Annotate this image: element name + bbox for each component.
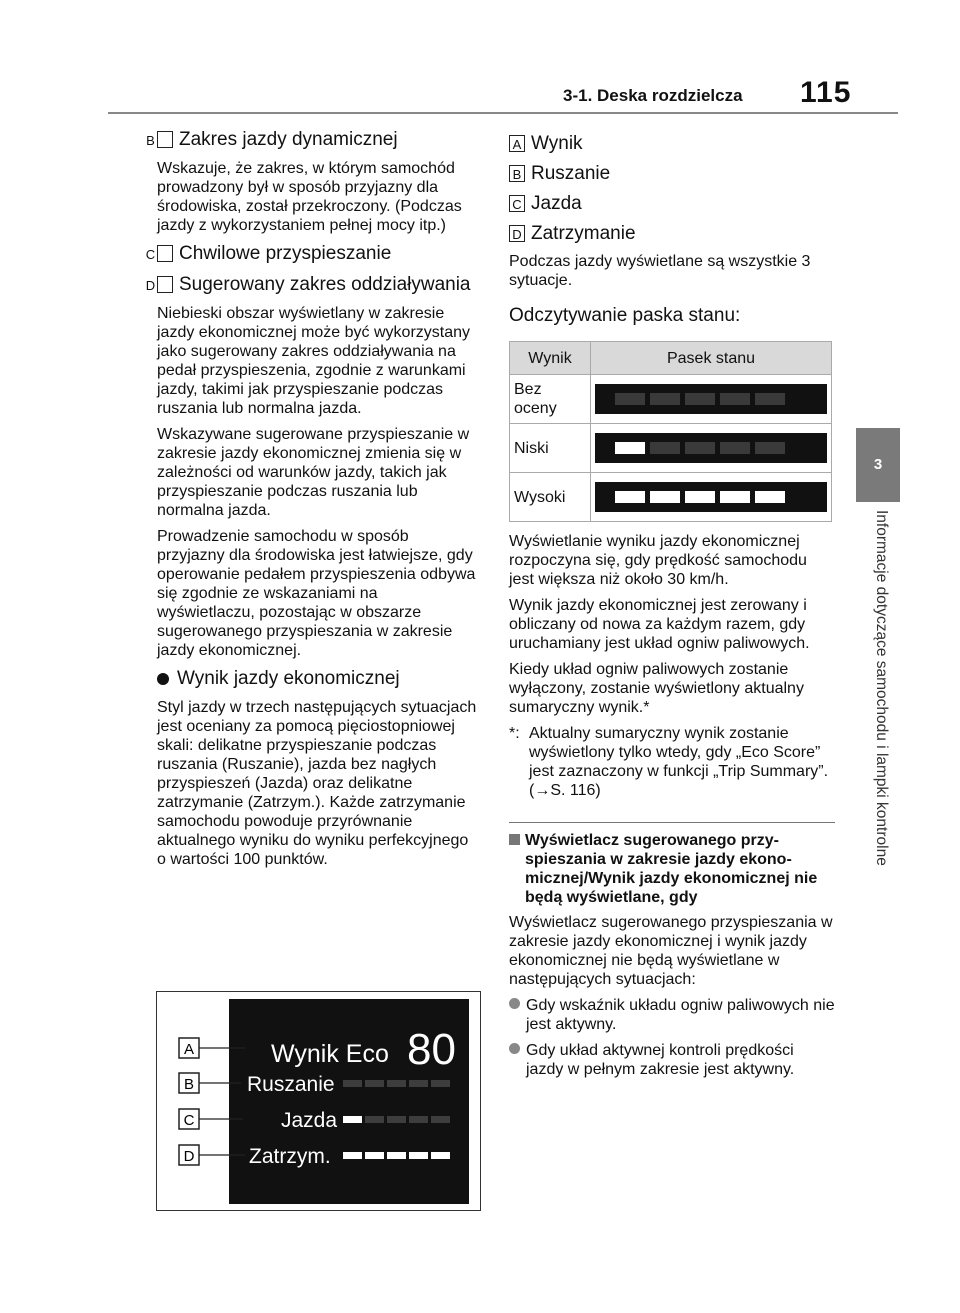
bar-segment (720, 442, 750, 454)
table-header: Pasek stanu (591, 342, 832, 375)
paragraph: Wskazuje, że zakres, w którym samochód prowadzony był w sposób przyjazny dla środowiska, został przekroczony. (Podczas jazdy z wykorzystaniem pełnej mocy itp.) (157, 160, 462, 234)
bullet-icon (509, 998, 520, 1009)
bullet-icon (509, 1043, 520, 1054)
bar-segment (685, 393, 715, 405)
figure-key-label: D (183, 1148, 195, 1165)
legend-item: B Ruszanie (509, 162, 835, 185)
header-rule (108, 112, 898, 114)
key-badge: D (509, 225, 525, 242)
bullet-icon (157, 673, 169, 685)
legend-item: D Zatrzymanie (509, 222, 835, 245)
key-badge: B (509, 165, 525, 182)
table-row (510, 375, 832, 424)
figure-bar-segment (365, 1116, 384, 1123)
bar-segment (650, 491, 680, 503)
bar-segment (720, 393, 750, 405)
eco-score-figure (156, 991, 481, 1211)
paragraph: Wynik jazdy ekonomicznej jest zerowany i obliczany od nowa za każdym razem, gdy uruchamiany jest układ ogniw paliwowych. (509, 597, 810, 652)
figure-bar-segment (387, 1152, 406, 1159)
figure-bar-segment (365, 1080, 384, 1087)
figure-bar-segment (431, 1116, 450, 1123)
table-cell (591, 424, 832, 473)
figure-bar-segment (343, 1116, 362, 1123)
paragraph: Wskazywane sugerowane przyspieszanie w zakresie jazdy ekonomicznej zmienia się w zależności od warunków jazdy, takich jak przyspieszanie podczas ruszania lub normalna jazda. (157, 426, 470, 519)
table-cell (591, 375, 832, 424)
square-icon (509, 834, 520, 845)
legend-c: C Chwilowe przyspieszanie (145, 243, 392, 264)
table-row (510, 424, 832, 473)
figure-bar-segment (365, 1152, 384, 1159)
page-number: 115 (800, 76, 852, 109)
paragraph: Podczas jazdy wyświetlane są wszystkie 3 sytuacje. (509, 253, 811, 289)
bullet-item: Gdy wskaźnik układu ogniw paliwowych nie jest aktywny. (509, 996, 835, 1034)
chapter-tab[interactable]: 3 (856, 428, 900, 502)
right-column (509, 132, 835, 1086)
paragraph: Wyświetlacz sugerowanego przyspieszania w zakresie jazdy ekonomicznej i wynik jazdy ekonomicznej nie będą wyświetlane w następujących sytuacjach: (509, 914, 833, 988)
status-bar (595, 482, 827, 512)
left-column (145, 128, 479, 876)
figure-key-label: C (183, 1112, 195, 1129)
status-bar (595, 384, 827, 414)
figure-key-label: A (183, 1041, 195, 1058)
bar-segment (755, 491, 785, 503)
figure-bar-segment (343, 1080, 362, 1087)
figure-bar-segment (409, 1116, 428, 1123)
key-b: B (157, 131, 173, 148)
figure-bar-segment (409, 1152, 428, 1159)
paragraph: Kiedy układ ogniw paliwowych zostanie wyłączony, zostanie wyświetlony aktualny sumaryczny wynik.* (509, 661, 804, 716)
legend-d: D Sugerowany zakres oddziaływania (145, 274, 471, 295)
bar-segment (650, 393, 680, 405)
chapter-title: Informacje dotyczące samochodu i lampki kontrolne (873, 510, 890, 866)
bar-segment (685, 442, 715, 454)
footnote: *: Aktualny sumaryczny wynik zostanie wyświetlony tylko wtedy, gdy „Eco Score” jest zaznaczony w funkcji „Trip Summary”. (→S. 116) (509, 725, 829, 799)
paragraph: Niebieski obszar wyświetlany w zakresie jazdy ekonomicznej może być wykorzystany jako sugerowany zakres oddziaływania na pedał przyspieszenia, zgodnie z warunkami jazdy, takimi jak przyspieszanie podczas ruszania lub normalna jazda. (157, 305, 471, 417)
key-c: C (157, 245, 173, 262)
table-cell (591, 473, 832, 522)
heading: Odczytywanie paska stanu: (509, 305, 741, 326)
bullet-item: Gdy układ aktywnej kontroli prędkości jazdy w pełnym zakresie jest aktywny. (509, 1041, 835, 1079)
table-cell: Niski (510, 424, 591, 473)
figure-score: 80 (407, 1025, 456, 1074)
figure-bar-segment (343, 1152, 362, 1159)
key-badge: A (509, 135, 525, 152)
table-row (510, 473, 832, 522)
legend-item: C Jazda (509, 192, 835, 215)
legend-item: A Wynik (509, 132, 835, 155)
figure-bar-segment (387, 1116, 406, 1123)
status-table (509, 341, 832, 522)
divider (509, 822, 835, 823)
bar-segment (615, 491, 645, 503)
section-heading: Wyświetlacz sugerowanego przyspieszania w zakresie jazdy ekonomicznej/Wynik jazdy ekonomicznej nie będą wyświetlane, gdy (509, 831, 835, 907)
bar-segment (755, 442, 785, 454)
legend-b: B Zakres jazdy dynamicznej (146, 129, 398, 150)
paragraph: Styl jazdy w trzech następujących sytuacjach jest oceniany za pomocą pięciostopniowej skali: delikatne przyspieszanie podczas ruszania (Ruszanie), jazda bez nagłych przyspieszeń (Jazda) oraz delikatne zatrzymanie (Zatrzym.). Każde zatrzymanie samochodu powoduje przyrównanie aktualnego wyniku do wyniku perfekcyjnego o wartości 100 punktów. (157, 699, 477, 868)
bar-segment (755, 393, 785, 405)
table-cell: Bez oceny (510, 375, 591, 424)
bar-segment (685, 491, 715, 503)
bullet-heading: Wynik jazdy ekonomicznej (157, 667, 479, 690)
bar-segment (615, 393, 645, 405)
figure-key-label: B (183, 1076, 195, 1093)
figure-bar-segment (431, 1080, 450, 1087)
key-badge: C (509, 195, 525, 212)
figure-row-label: Ruszanie (247, 1073, 335, 1096)
bar-segment (720, 491, 750, 503)
key-d: D (157, 276, 173, 293)
table-header: Wynik (510, 342, 591, 375)
figure-bar-segment (409, 1080, 428, 1087)
figure-bar-segment (431, 1152, 450, 1159)
figure-row-label: Jazda (281, 1109, 338, 1132)
section-title: 3-1. Deska rozdzielcza (563, 86, 743, 105)
bar-segment (615, 442, 645, 454)
figure-row-label: Zatrzym. (249, 1145, 331, 1168)
table-cell: Wysoki (510, 473, 591, 522)
bar-segment (650, 442, 680, 454)
paragraph: Wyświetlanie wyniku jazdy ekonomicznej rozpoczyna się, gdy prędkość samochodu jest większa niż około 30 km/h. (509, 533, 807, 588)
status-bar (595, 433, 827, 463)
figure-bar-segment (387, 1080, 406, 1087)
figure-title: Wynik Eco (271, 1040, 389, 1068)
paragraph: Prowadzenie samochodu w sposób przyjazny dla środowiska jest łatwiejsze, gdy operowanie pedałem przyspieszenia odbywa się zgodnie ze wskazaniami na wyświetlaczu, pozostając w obszarze sugerowanego przyspieszania w zakresie jazdy ekonomicznej. (157, 528, 476, 659)
